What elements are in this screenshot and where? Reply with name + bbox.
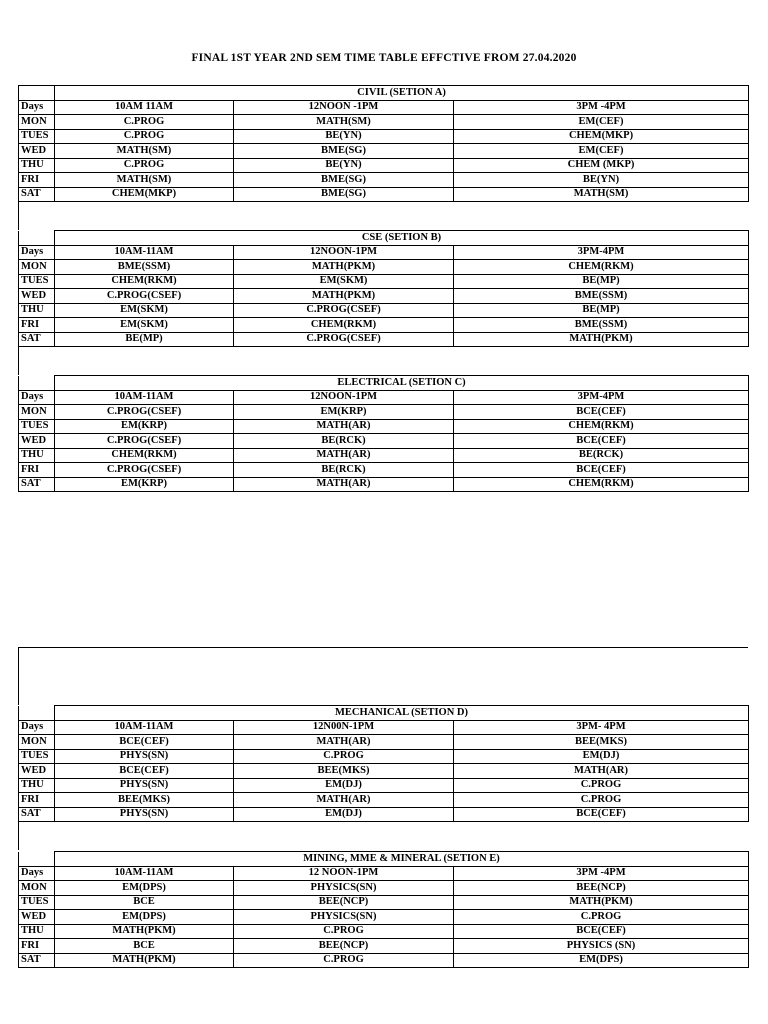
day-cell: FRI [19,939,55,954]
class-cell: BEE(MKS) [234,764,454,779]
day-cell: THU [19,303,55,318]
header-slot-3: 3PM-4PM [454,390,749,405]
table-row [19,289,749,304]
class-cell: CHEM(MKP) [454,129,749,144]
class-cell: BE(YN) [234,158,454,173]
table-row [19,158,749,173]
table-row [19,274,749,289]
table-row [19,332,749,347]
day-cell: WED [19,764,55,779]
section-electrical [18,375,748,492]
class-cell: BCE(CEF) [454,463,749,478]
class-cell: BE(MP) [454,303,749,318]
header-days: Days [19,866,55,881]
day-cell: FRI [19,793,55,808]
class-cell: EM(DPS) [454,953,749,968]
table-row [19,448,749,463]
day-cell: WED [19,910,55,925]
class-cell: CHEM(RKM) [234,318,454,333]
class-cell: CHEM (MKP) [454,158,749,173]
header-row [19,390,749,405]
class-cell: MATH(AR) [234,735,454,750]
header-slot-2: 12NOON-1PM [234,390,454,405]
day-cell: THU [19,448,55,463]
header-slot-3: 3PM-4PM [454,245,749,260]
class-cell: EM(KRP) [55,477,234,492]
class-cell: CHEM(RKM) [454,260,749,275]
timetable-civil [18,85,749,202]
section-civil [18,85,748,230]
section-title: CIVIL (SETION A) [55,86,749,101]
table-row [19,953,749,968]
class-cell: EM(DPS) [55,881,234,896]
class-cell: C.PROG [234,749,454,764]
class-cell: EM(CEF) [454,115,749,130]
header-slot-2: 12NOON -1PM [234,100,454,115]
class-cell: BEE(MKS) [55,793,234,808]
table-row [19,115,749,130]
day-cell: THU [19,778,55,793]
day-cell: MON [19,735,55,750]
class-cell: C.PROG [55,158,234,173]
table-row [19,749,749,764]
class-cell: BME(SSM) [454,289,749,304]
table-row [19,793,749,808]
header-row [19,866,749,881]
header-slot-3: 3PM -4PM [454,100,749,115]
class-cell: MATH(SM) [454,187,749,202]
class-cell: BME(SG) [234,144,454,159]
header-days: Days [19,720,55,735]
header-days: Days [19,390,55,405]
table-row [19,303,749,318]
class-cell: CHEM(RKM) [454,477,749,492]
class-cell: BE(YN) [454,173,749,188]
table-row [19,173,749,188]
timetable-mining [18,851,749,968]
class-cell: BCE(CEF) [454,434,749,449]
day-cell: SAT [19,332,55,347]
class-cell: MATH(SM) [234,115,454,130]
class-cell: EM(SKM) [55,303,234,318]
day-cell: TUES [19,749,55,764]
section-title-row [19,706,749,721]
table-row [19,318,749,333]
table-row [19,735,749,750]
table-row [19,405,749,420]
table-row [19,764,749,779]
class-cell: BE(RCK) [234,434,454,449]
header-slot-1: 10AM 11AM [55,100,234,115]
section-mechanical [18,647,748,850]
class-cell: EM(DJ) [234,778,454,793]
table-row [19,881,749,896]
section-mining [18,851,748,968]
class-cell: BE(YN) [234,129,454,144]
section-title: ELECTRICAL (SETION C) [55,376,749,391]
day-cell: WED [19,144,55,159]
class-cell: C.PROG(CSEF) [55,405,234,420]
day-cell: SAT [19,953,55,968]
class-cell: C.PROG [454,778,749,793]
section-title: CSE (SETION B) [55,231,749,246]
timetable-electrical [18,375,749,492]
header-days: Days [19,245,55,260]
class-cell: MATH(PKM) [234,289,454,304]
day-cell: MON [19,881,55,896]
section-title-row [19,231,749,246]
header-slot-2: 12NOON-1PM [234,245,454,260]
class-cell: BEE(NCP) [234,939,454,954]
class-cell: C.PROG(CSEF) [55,289,234,304]
class-cell: BEE(NCP) [234,895,454,910]
table-row [19,939,749,954]
class-cell: CHEM(MKP) [55,187,234,202]
table-row [19,434,749,449]
class-cell: C.PROG [55,129,234,144]
class-cell: BCE(CEF) [454,924,749,939]
header-slot-1: 10AM-11AM [55,245,234,260]
day-cell: MON [19,115,55,130]
class-cell: C.PROG [454,793,749,808]
class-cell: PHYSICS (SN) [454,939,749,954]
class-cell: MATH(AR) [234,477,454,492]
class-cell: BE(MP) [55,332,234,347]
day-cell: THU [19,158,55,173]
header-days: Days [19,100,55,115]
class-cell: BCE(CEF) [454,807,749,822]
class-cell: PHYS(SN) [55,807,234,822]
class-cell: MATH(AR) [454,764,749,779]
day-cell: MON [19,405,55,420]
day-cell: SAT [19,477,55,492]
table-row [19,807,749,822]
class-cell: BE(MP) [454,274,749,289]
class-cell: EM(SKM) [234,274,454,289]
timetable-cse [18,230,749,347]
section-title: MINING, MME & MINERAL (SETION E) [55,852,749,867]
table-row [19,419,749,434]
table-row [19,778,749,793]
class-cell: BCE(CEF) [55,764,234,779]
header-slot-3: 3PM -4PM [454,866,749,881]
header-row [19,245,749,260]
day-cell: TUES [19,895,55,910]
class-cell: C.PROG [234,953,454,968]
header-row [19,720,749,735]
class-cell: MATH(PKM) [55,953,234,968]
document-title: FINAL 1ST YEAR 2ND SEM TIME TABLE EFFCTIVE FROM 27.04.2020 [191,52,577,64]
class-cell: CHEM(RKM) [55,448,234,463]
class-cell: PHYS(SN) [55,749,234,764]
class-cell: MATH(AR) [234,419,454,434]
section-gap [18,202,748,230]
day-cell: TUES [19,274,55,289]
class-cell: BME(SSM) [55,260,234,275]
table-row [19,463,749,478]
class-cell: EM(DJ) [234,807,454,822]
day-cell: FRI [19,318,55,333]
day-cell: MON [19,260,55,275]
class-cell: C.PROG [454,910,749,925]
table-row [19,895,749,910]
class-cell: BME(SG) [234,187,454,202]
class-cell: PHYSICS(SN) [234,910,454,925]
header-slot-3: 3PM- 4PM [454,720,749,735]
class-cell: BME(SSM) [454,318,749,333]
class-cell: MATH(AR) [234,793,454,808]
class-cell: MATH(AR) [234,448,454,463]
class-cell: PHYS(SN) [55,778,234,793]
class-cell: EM(CEF) [454,144,749,159]
class-cell: MATH(PKM) [55,924,234,939]
class-cell: CHEM(RKM) [454,419,749,434]
class-cell: BCE(CEF) [55,735,234,750]
day-cell: SAT [19,187,55,202]
table-row [19,477,749,492]
table-row [19,924,749,939]
class-cell: PHYSICS(SN) [234,881,454,896]
class-cell: BE(RCK) [454,448,749,463]
day-cell: FRI [19,463,55,478]
day-cell: SAT [19,807,55,822]
class-cell: C.PROG(CSEF) [55,434,234,449]
header-slot-2: 12 NOON-1PM [234,866,454,881]
day-cell: FRI [19,173,55,188]
class-cell: BME(SG) [234,173,454,188]
table-row [19,910,749,925]
class-cell: BCE(CEF) [454,405,749,420]
header-slot-1: 10AM-11AM [55,866,234,881]
class-cell: EM(SKM) [55,318,234,333]
class-cell: BCE [55,939,234,954]
table-row [19,187,749,202]
section-title-row [19,86,749,101]
day-cell: TUES [19,129,55,144]
section-title: MECHANICAL (SETION D) [55,706,749,721]
day-cell: WED [19,289,55,304]
class-cell: MATH(SM) [55,173,234,188]
class-cell: MATH(PKM) [234,260,454,275]
header-slot-1: 10AM-11AM [55,390,234,405]
header-slot-2: 12N00N-1PM [234,720,454,735]
class-cell: MATH(PKM) [454,895,749,910]
day-cell: THU [19,924,55,939]
class-cell: C.PROG(CSEF) [234,332,454,347]
class-cell: BEE(MKS) [454,735,749,750]
day-cell: WED [19,434,55,449]
class-cell: C.PROG(CSEF) [55,463,234,478]
class-cell: BCE [55,895,234,910]
class-cell: BEE(NCP) [454,881,749,896]
section-title-row [19,852,749,867]
class-cell: CHEM(RKM) [55,274,234,289]
class-cell: MATH(PKM) [454,332,749,347]
header-slot-1: 10AM-11AM [55,720,234,735]
table-row [19,144,749,159]
table-row [19,129,749,144]
class-cell: EM(DJ) [454,749,749,764]
timetable-mechanical [18,705,749,822]
class-cell: MATH(SM) [55,144,234,159]
class-cell: C.PROG(CSEF) [234,303,454,318]
section-gap [18,347,748,375]
header-row [19,100,749,115]
table-row [19,260,749,275]
class-cell: EM(KRP) [55,419,234,434]
day-cell: TUES [19,419,55,434]
class-cell: C.PROG [55,115,234,130]
class-cell: EM(KRP) [234,405,454,420]
class-cell: EM(DPS) [55,910,234,925]
class-cell: C.PROG [234,924,454,939]
section-gap [18,647,748,705]
section-title-row [19,376,749,391]
class-cell: BE(RCK) [234,463,454,478]
section-cse [18,230,748,375]
section-gap [18,822,748,850]
